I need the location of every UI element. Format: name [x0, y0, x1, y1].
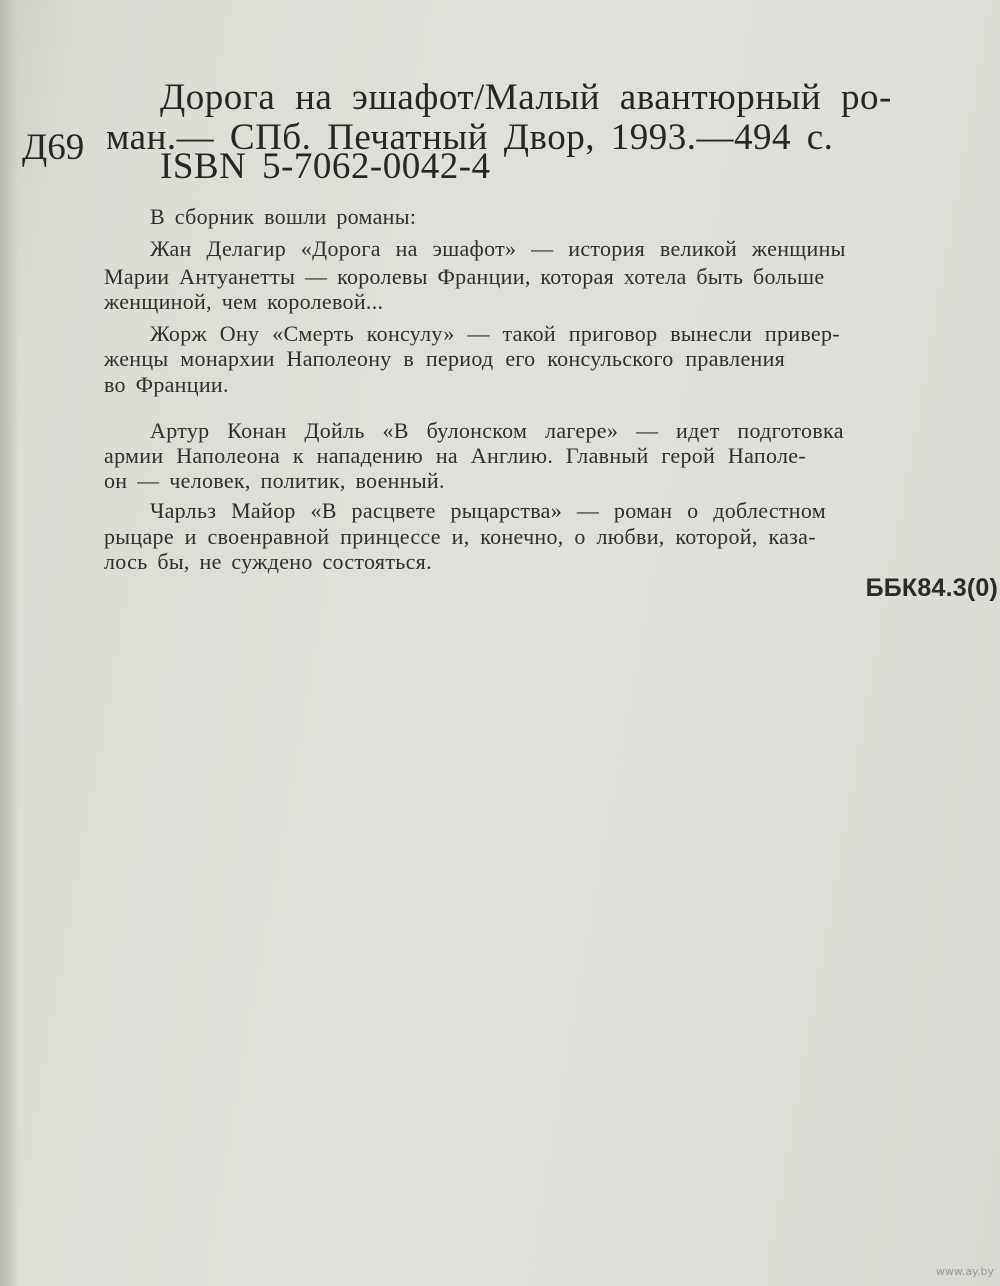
- title-line-1: Дорога на эшафот/Малый авантюрный ро-: [160, 77, 892, 118]
- author-index-code: Д69: [22, 127, 85, 168]
- annotation-line-13: лось бы, не суждено состояться.: [104, 549, 432, 574]
- annotation-line-7: во Франции.: [104, 372, 229, 397]
- annotation-line-5: Жорж Ону «Смерть консулу» — такой приговор вынесли привер-: [150, 321, 840, 346]
- annotation-line-4: женщиной, чем королевой...: [104, 289, 384, 314]
- isbn-line: ISBN 5-7062-0042-4: [160, 146, 491, 187]
- annotation-line-9: армии Наполеона к нападению на Англию. Главный герой Наполе-: [104, 443, 806, 468]
- bbk-classification: ББК84.3(0): [865, 574, 998, 602]
- annotation-line-2: Жан Делагир «Дорога на эшафот» — история великой женщины: [150, 236, 846, 261]
- annotation-line-8: Артур Конан Дойль «В булонском лагере» — идет подготовка: [150, 418, 844, 443]
- annotation-line-3: Марии Антуанетты — королевы Франции, которая хотела быть больше: [104, 264, 825, 289]
- annotation-line-6: женцы монархии Наполеону в период его консульского правления: [104, 346, 786, 371]
- annotation-line-1: В сборник вошли романы:: [150, 204, 417, 229]
- annotation-line-10: он — человек, политик, военный.: [104, 468, 445, 493]
- title-line-2: ман.— СПб. Печатный Двор, 1993.—494 с.: [106, 117, 834, 158]
- annotation-line-11: Чарльз Майор «В расцвете рыцарства» — роман о доблестном: [150, 498, 826, 523]
- site-watermark: www.ay.by: [935, 1265, 994, 1278]
- annotation-line-12: рыцаре и своенравной принцессе и, конечно, о любви, которой, каза-: [104, 524, 816, 549]
